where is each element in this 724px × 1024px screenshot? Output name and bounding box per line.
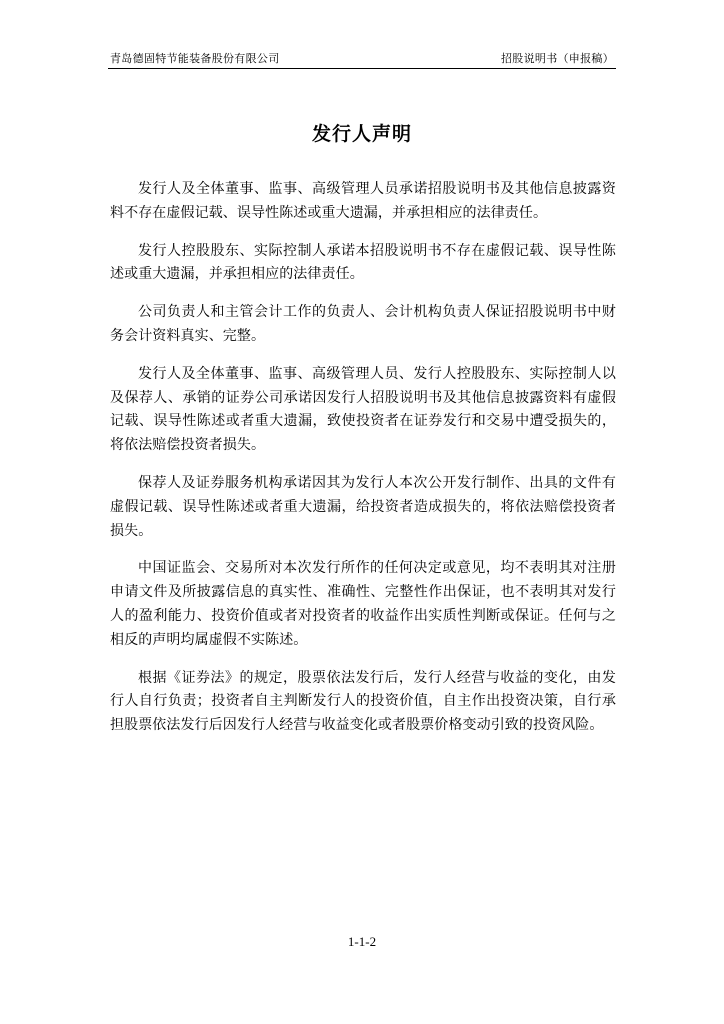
paragraph-6: 中国证监会、交易所对本次发行所作的任何决定或意见，均不表明其对注册申请文件及所披露信息的真实性、准确性、完整性作出保证，也不表明其对发行人的盈利能力、投资价值或者对投资者的收益作出实质性判断或保证。任何与之相反的声明均属虚假不实陈述。 bbox=[110, 560, 616, 648]
page-title: 发行人声明 bbox=[311, 123, 412, 145]
paragraph-5: 保荐人及证券服务机构承诺因其为发行人本次公开发行制作、出具的文件有虚假记载、误导性陈述或者重大遗漏，给投资者造成损失的，将依法赔偿投资者损失。 bbox=[110, 474, 616, 539]
paragraph-7: 根据《证券法》的规定，股票依法发行后，发行人经营与收益的变化，由发行人自行负责；投资者自主判断发行人的投资价值，自主作出投资决策，自行承担股票依法发行后因发行人经营与收益变化或者股票价格变动引致的投资风险。 bbox=[110, 669, 616, 734]
paragraph-4: 发行人及全体董事、监事、高级管理人员、发行人控股股东、实际控制人以及保荐人、承销的证券公司承诺因发行人招股说明书及其他信息披露资料有虚假记载、误导性陈述或者重大遗漏，致使投资者在证券发行和交易中遭受损失的，将依法赔偿投资者损失。 bbox=[110, 365, 616, 454]
paragraph-3: 公司负责人和主管会计工作的负责人、会计机构负责人保证招股说明书中财务会计资料真实、完整。 bbox=[110, 304, 616, 344]
paragraph-2: 发行人控股股东、实际控制人承诺本招股说明书不存在虚假记载、误导性陈述或重大遗漏，并承担相应的法律责任。 bbox=[110, 242, 616, 283]
paragraph-1: 发行人及全体董事、监事、高级管理人员承诺招股说明书及其他信息披露资料不存在虚假记载、误导性陈述或重大遗漏，并承担相应的法律责任。 bbox=[110, 181, 616, 221]
declaration-body bbox=[110, 178, 616, 752]
page-number: 1-1-2 bbox=[347, 934, 377, 949]
header-document-type: 招股说明书（申报稿） bbox=[501, 52, 614, 65]
page-header bbox=[108, 50, 616, 69]
header-company-name: 青岛德固特节能装备股份有限公司 bbox=[110, 52, 280, 65]
